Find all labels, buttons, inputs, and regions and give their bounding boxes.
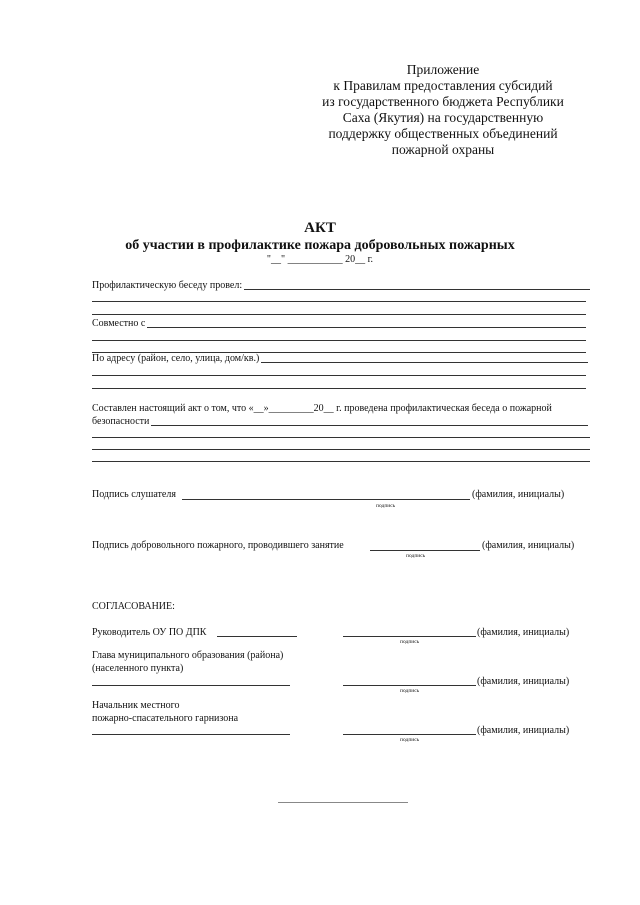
garrison-head-label: Начальник местного — [92, 700, 180, 711]
signature-line[interactable] — [343, 734, 476, 735]
signature-line[interactable] — [343, 636, 476, 637]
date-line: "__" ___________ 20__ г. — [266, 254, 374, 265]
act-text-continued: безопасности — [92, 416, 150, 427]
garrison-head-label-continued: пожарно-спасательного гарнизона — [92, 713, 239, 724]
municipal-head-label-continued: (населенного пункта) — [92, 663, 184, 674]
signature-line[interactable] — [343, 685, 476, 686]
municipal-head-label: Глава муниципального образования (района) — [92, 650, 284, 661]
footnote-separator — [278, 802, 408, 803]
appendix-line: поддержку общественных объединений — [328, 126, 558, 141]
appendix-line: из государственного бюджета Республики — [322, 94, 564, 109]
act-text: Составлен настоящий акт о том, что «__»_________20__ г. проведена профилактическая беседа о пожарной — [92, 403, 552, 414]
name-caption: (фамилия, инициалы) — [477, 725, 570, 736]
head-dpk-label: Руководитель ОУ ПО ДПК — [92, 627, 207, 638]
appendix-line: Приложение — [406, 62, 480, 77]
fill-line[interactable] — [92, 301, 586, 302]
appendix-block — [298, 62, 588, 158]
fill-line[interactable] — [92, 340, 586, 341]
volunteer-signature-label: Подпись добровольного пожарного, проводившего занятие — [92, 540, 344, 551]
fill-line[interactable] — [92, 425, 588, 426]
signature-caption: подпись — [400, 688, 420, 694]
fill-line[interactable] — [92, 314, 586, 315]
fill-line[interactable] — [217, 636, 297, 637]
signature-caption: подпись — [406, 553, 426, 559]
fill-line[interactable] — [92, 327, 586, 328]
fill-line[interactable] — [92, 461, 590, 462]
name-caption: (фамилия, инициалы) — [477, 676, 570, 687]
approval-heading: СОГЛАСОВАНИЕ: — [92, 601, 175, 612]
fill-line[interactable] — [92, 685, 290, 686]
fill-line[interactable] — [92, 388, 586, 389]
signature-caption: подпись — [376, 503, 396, 509]
name-caption: (фамилия, инициалы) — [472, 489, 565, 500]
signature-caption: подпись — [400, 737, 420, 743]
appendix-line: пожарной охраны — [391, 142, 495, 157]
together-with-label: Совместно с — [92, 318, 146, 329]
document-subtitle: об участии в профилактике пожара добровольных пожарных — [125, 238, 515, 253]
document-title: АКТ — [304, 220, 336, 236]
fill-line[interactable] — [92, 734, 290, 735]
listener-signature-label: Подпись слушателя — [92, 489, 176, 500]
signature-line[interactable] — [370, 550, 480, 551]
address-label: По адресу (район, село, улица, дом/кв.) — [92, 353, 260, 364]
name-caption: (фамилия, инициалы) — [482, 540, 575, 551]
fill-line[interactable] — [92, 375, 586, 376]
fill-line[interactable] — [92, 449, 590, 450]
appendix-line: к Правилам предоставления субсидий — [333, 78, 553, 93]
signature-line[interactable] — [182, 499, 470, 500]
appendix-line: Саха (Якутия) на государственную — [342, 110, 544, 125]
signature-caption: подпись — [400, 639, 420, 645]
fill-line[interactable] — [92, 437, 590, 438]
conducted-by-label: Профилактическую беседу провел: — [92, 280, 243, 291]
name-caption: (фамилия, инициалы) — [477, 627, 570, 638]
